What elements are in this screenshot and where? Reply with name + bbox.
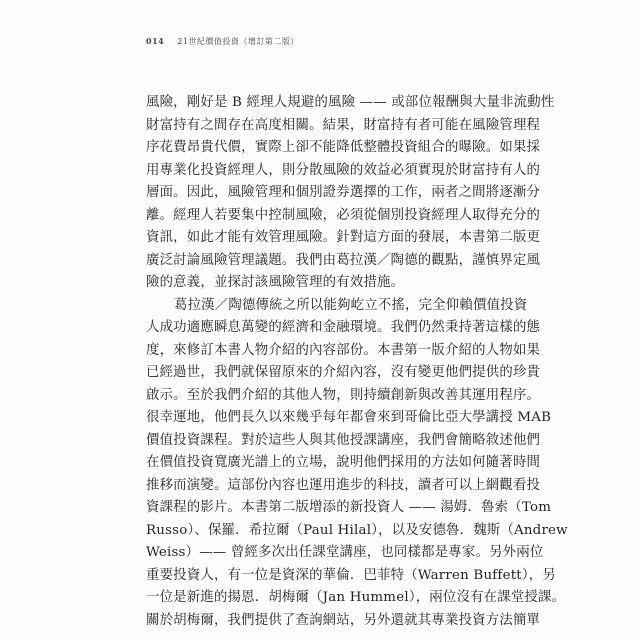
paragraph-1-line: 財富持有之間存在高度相關。結果，財富持有者可能在風險管理程: [146, 117, 541, 133]
paragraph-2-line: Weiss）—— 曾經多次出任課堂講座，也同樣都是專家。另外兩位: [146, 545, 544, 560]
book-title: 21世紀價值投資（增訂第二版）: [177, 37, 299, 46]
body-text: [146, 92, 568, 632]
paragraph-2-line: 已經過世，我們就保留原來的介紹內容，沒有變更他們提供的珍貴: [146, 365, 541, 380]
paragraph-2-line: 資課程的影片。本書第二版增添的新投資人 —— 湯姆．魯索（Tom: [146, 500, 552, 515]
paragraph-2-line: 人成功適應瞬息萬變的經濟和金融環境。我們仍然秉持著這樣的態: [146, 320, 541, 335]
running-header: [146, 36, 299, 47]
paragraph-2-line: 很幸運地，他們長久以來幾乎每年都會來到哥倫比亞大學講授 MAB: [146, 410, 552, 425]
page-number: 014: [146, 36, 165, 46]
paragraph-2-line: 關於胡梅爾，我們提供了查詢網站，另外還就其專業投資方法簡單: [146, 612, 541, 628]
paragraph-2-line: 度，來修訂本書人物介紹的內容部份。本書第一版介紹的人物如果: [146, 342, 541, 358]
paragraph-2-line: 一位是新進的揚恩．胡梅爾（Jan Hummel），兩位沒有在課堂授課。: [146, 590, 566, 605]
paragraph-2-line: 在價值投資寬廣光譜上的立場，說明他們採用的方法如何隨著時間: [146, 455, 541, 470]
paragraph-1-line: 廣泛討論風險管理議題。我們由葛拉漢／陶德的觀點，謹慎界定風: [146, 252, 541, 268]
paragraph-1-line: 用專業化投資經理人，則分散風險的效益必須實現於財富持有人的: [146, 162, 541, 178]
paragraph-1-line: 層面。因此，風險管理和個別證券選擇的工作，兩者之間將逐漸分: [146, 185, 541, 200]
paragraph-2-line: 推移而演變。這部份內容也運用進步的科技，讀者可以上網觀看投: [146, 477, 541, 493]
paragraph-1-line: 風險，剛好是 B 經理人規避的風險 —— 或部位報酬與大量非流動性: [146, 95, 555, 110]
paragraph-2-line: Russo）、保羅．希拉爾（Paul Hilal），以及安德魯．魏斯（Andrew: [146, 522, 568, 538]
paragraph-1-line: 離。經理人若要集中控制風險，必須從個別投資經理人取得充分的: [146, 207, 541, 223]
paragraph-1-line: 險的意義，並探討該風險管理的有效措施。: [146, 275, 405, 290]
paragraph-2-line: 重要投資人，有一位是資深的華倫．巴菲特（Warren Buffett），另: [146, 567, 556, 583]
paragraph-2-line: 葛拉漢／陶德傳統之所以能夠屹立不搖，完全仰賴價值投資: [174, 297, 528, 313]
paragraph-2-line: 啟示。至於我們介紹的其他人物，則持續創新與改善其運用程序。: [146, 387, 541, 403]
paragraph-1-line: 資訊，如此才能有效管理風險。針對這方面的發展，本書第二版更: [146, 230, 541, 245]
paragraph-2-line: 價值投資課程。對於這些人與其他授課講座，我們會簡略敘述他們: [146, 432, 541, 448]
paragraph-1-line: 序花費昂貴代價，實際上卻不能降低整體投資組合的曝險。如果採: [146, 140, 541, 155]
